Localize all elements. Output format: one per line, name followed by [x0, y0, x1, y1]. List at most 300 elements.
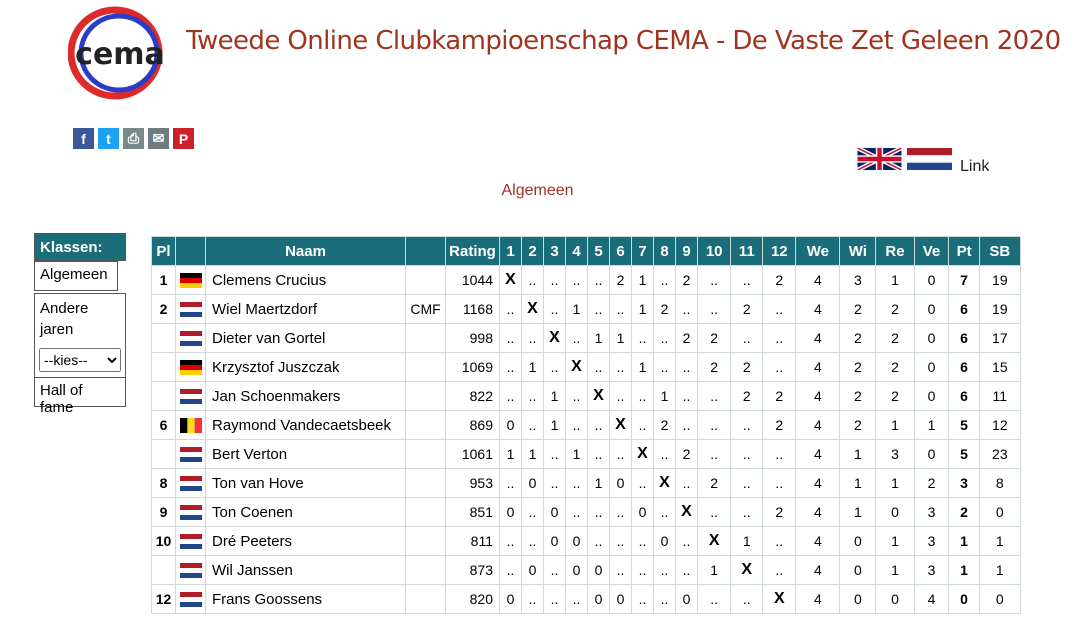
- losses-cell: 1: [914, 411, 949, 440]
- place-cell: 1: [152, 266, 176, 295]
- result-cell-4: ..: [566, 411, 588, 440]
- result-cell-11: ..: [731, 411, 763, 440]
- place-cell: [152, 353, 176, 382]
- result-cell-3: 1: [544, 382, 566, 411]
- logo-text: cema: [75, 37, 165, 72]
- result-cell-2: 1: [522, 440, 544, 469]
- draws-cell: 0: [876, 585, 914, 614]
- result-cell-5: 1: [588, 469, 610, 498]
- klassen-header: Klassen:: [34, 233, 126, 261]
- result-cell-4: ..: [566, 585, 588, 614]
- result-cell-11: X: [731, 556, 763, 585]
- rating-cell: 811: [446, 527, 500, 556]
- country-flag-cell: [176, 411, 206, 440]
- nl-flag-icon[interactable]: [907, 148, 952, 175]
- result-cell-12: 2: [763, 266, 796, 295]
- result-cell-12: ..: [763, 556, 796, 585]
- games-cell: 4: [796, 585, 840, 614]
- sb-cell: 11: [979, 382, 1020, 411]
- col-header-title: [406, 237, 446, 266]
- result-cell-5: 1: [588, 324, 610, 353]
- result-cell-11: 2: [731, 382, 763, 411]
- games-cell: 4: [796, 440, 840, 469]
- result-cell-6: ..: [610, 498, 632, 527]
- table-row: [152, 266, 1021, 295]
- result-cell-1: 0: [500, 411, 522, 440]
- link-link[interactable]: Link: [960, 158, 990, 175]
- result-cell-10: 2: [698, 324, 731, 353]
- result-cell-1: ..: [500, 295, 522, 324]
- result-cell-1: 0: [500, 585, 522, 614]
- sb-cell: 17: [979, 324, 1020, 353]
- col-header-10: 10: [698, 237, 731, 266]
- flag-nl-icon: [180, 302, 202, 317]
- player-name[interactable]: Bert Verton: [206, 440, 406, 469]
- player-name[interactable]: Ton Coenen: [206, 498, 406, 527]
- player-title: [406, 382, 446, 411]
- result-cell-4: ..: [566, 324, 588, 353]
- result-cell-2: 1: [522, 353, 544, 382]
- rating-cell: 1061: [446, 440, 500, 469]
- result-cell-9: 2: [676, 266, 698, 295]
- player-name[interactable]: Raymond Vandecaetsbeek: [206, 411, 406, 440]
- flag-nl-icon: [180, 505, 202, 520]
- draws-cell: 1: [876, 411, 914, 440]
- sb-cell: 12: [979, 411, 1020, 440]
- wins-cell: 2: [840, 324, 876, 353]
- player-name[interactable]: Frans Goossens: [206, 585, 406, 614]
- draws-cell: 2: [876, 324, 914, 353]
- games-cell: 4: [796, 295, 840, 324]
- result-cell-5: 0: [588, 585, 610, 614]
- points-cell: 6: [949, 353, 979, 382]
- result-cell-4: 1: [566, 295, 588, 324]
- result-cell-2: 0: [522, 469, 544, 498]
- result-cell-12: ..: [763, 469, 796, 498]
- country-flag-cell: [176, 353, 206, 382]
- col-header-ve: Ve: [914, 237, 949, 266]
- result-cell-7: 1: [632, 295, 654, 324]
- table-row: [152, 353, 1021, 382]
- result-cell-9: ..: [676, 295, 698, 324]
- rating-cell: 851: [446, 498, 500, 527]
- player-title: [406, 585, 446, 614]
- result-cell-8: 2: [654, 411, 676, 440]
- result-cell-3: ..: [544, 353, 566, 382]
- result-cell-7: 1: [632, 353, 654, 382]
- place-cell: 12: [152, 585, 176, 614]
- col-header-8: 8: [654, 237, 676, 266]
- result-cell-1: ..: [500, 527, 522, 556]
- player-title: [406, 498, 446, 527]
- col-header-6: 6: [610, 237, 632, 266]
- draws-cell: 1: [876, 527, 914, 556]
- player-name[interactable]: Wil Janssen: [206, 556, 406, 585]
- col-header-pt: Pt: [949, 237, 979, 266]
- rating-cell: 953: [446, 469, 500, 498]
- country-flag-cell: [176, 324, 206, 353]
- place-cell: [152, 382, 176, 411]
- result-cell-4: ..: [566, 266, 588, 295]
- result-cell-7: ..: [632, 469, 654, 498]
- result-cell-4: ..: [566, 469, 588, 498]
- wins-cell: 0: [840, 585, 876, 614]
- flag-nl-icon: [180, 476, 202, 491]
- losses-cell: 2: [914, 469, 949, 498]
- place-cell: 8: [152, 469, 176, 498]
- flag-nl-icon: [180, 592, 202, 607]
- points-cell: 7: [949, 266, 979, 295]
- result-cell-3: ..: [544, 556, 566, 585]
- col-header-1: 1: [500, 237, 522, 266]
- result-cell-9: ..: [676, 469, 698, 498]
- result-cell-1: ..: [500, 469, 522, 498]
- result-cell-9: 2: [676, 324, 698, 353]
- table-row: [152, 585, 1021, 614]
- player-title: [406, 556, 446, 585]
- col-header-2: 2: [522, 237, 544, 266]
- result-cell-10: 1: [698, 556, 731, 585]
- result-cell-2: X: [522, 295, 544, 324]
- result-cell-10: ..: [698, 382, 731, 411]
- pinterest-icon[interactable]: P: [173, 128, 194, 149]
- losses-cell: 0: [914, 324, 949, 353]
- result-cell-5: ..: [588, 411, 610, 440]
- result-cell-10: 2: [698, 469, 731, 498]
- result-cell-12: ..: [763, 295, 796, 324]
- result-cell-10: ..: [698, 440, 731, 469]
- result-cell-8: X: [654, 469, 676, 498]
- share-bar: [73, 128, 194, 149]
- result-cell-2: ..: [522, 411, 544, 440]
- col-header-11: 11: [731, 237, 763, 266]
- flag-nl-icon: [180, 534, 202, 549]
- table-row: [152, 556, 1021, 585]
- table-header-row: [152, 237, 1021, 266]
- wins-cell: 1: [840, 440, 876, 469]
- col-header-5: 5: [588, 237, 610, 266]
- result-cell-6: ..: [610, 527, 632, 556]
- result-cell-3: ..: [544, 585, 566, 614]
- draws-cell: 1: [876, 266, 914, 295]
- hall-of-fame-link[interactable]: Hall of fame: [34, 377, 126, 407]
- result-cell-5: ..: [588, 498, 610, 527]
- player-title: [406, 353, 446, 382]
- sb-cell: 0: [979, 585, 1020, 614]
- result-cell-7: ..: [632, 382, 654, 411]
- col-header-7: 7: [632, 237, 654, 266]
- page-title: Tweede Online Clubkampioenschap CEMA - De Vaste Zet Geleen 2020: [186, 26, 1061, 56]
- flag-be-icon: [180, 418, 202, 433]
- result-cell-10: ..: [698, 266, 731, 295]
- year-select[interactable]: [39, 348, 121, 372]
- print-icon[interactable]: ⎙: [123, 128, 144, 149]
- result-cell-3: ..: [544, 266, 566, 295]
- sb-cell: 1: [979, 556, 1020, 585]
- flag-de-icon: [180, 360, 202, 375]
- klassen-panel: [34, 233, 126, 416]
- player-title: [406, 411, 446, 440]
- player-name[interactable]: Wiel Maertzdorf: [206, 295, 406, 324]
- result-cell-9: ..: [676, 527, 698, 556]
- result-cell-3: ..: [544, 469, 566, 498]
- points-cell: 6: [949, 382, 979, 411]
- games-cell: 4: [796, 411, 840, 440]
- games-cell: 4: [796, 382, 840, 411]
- result-cell-8: 1: [654, 382, 676, 411]
- result-cell-6: X: [610, 411, 632, 440]
- result-cell-5: ..: [588, 527, 610, 556]
- country-flag-cell: [176, 556, 206, 585]
- player-name[interactable]: Jan Schoenmakers: [206, 382, 406, 411]
- sb-cell: 23: [979, 440, 1020, 469]
- result-cell-7: ..: [632, 585, 654, 614]
- rating-cell: 820: [446, 585, 500, 614]
- result-cell-3: 0: [544, 498, 566, 527]
- andere-jaren-label: Andere jaren: [34, 293, 126, 344]
- cema-logo[interactable]: [68, 6, 166, 102]
- country-flag-cell: [176, 382, 206, 411]
- result-cell-4: 0: [566, 527, 588, 556]
- sb-cell: 8: [979, 469, 1020, 498]
- result-cell-11: ..: [731, 585, 763, 614]
- col-header-naam: Naam: [206, 237, 406, 266]
- result-cell-8: 0: [654, 527, 676, 556]
- result-cell-5: X: [588, 382, 610, 411]
- losses-cell: 3: [914, 556, 949, 585]
- player-name[interactable]: Dieter van Gortel: [206, 324, 406, 353]
- result-cell-2: ..: [522, 585, 544, 614]
- result-cell-12: ..: [763, 440, 796, 469]
- result-cell-1: ..: [500, 324, 522, 353]
- table-row: [152, 411, 1021, 440]
- result-cell-2: ..: [522, 266, 544, 295]
- result-cell-5: 0: [588, 556, 610, 585]
- place-cell: 6: [152, 411, 176, 440]
- section-title: Algemeen: [501, 182, 574, 199]
- place-cell: [152, 440, 176, 469]
- wins-cell: 2: [840, 382, 876, 411]
- result-cell-10: ..: [698, 585, 731, 614]
- table-row: [152, 527, 1021, 556]
- result-cell-12: ..: [763, 527, 796, 556]
- country-flag-cell: [176, 266, 206, 295]
- sb-cell: 0: [979, 498, 1020, 527]
- rating-cell: 1044: [446, 266, 500, 295]
- table-row: [152, 469, 1021, 498]
- result-cell-10: ..: [698, 498, 731, 527]
- games-cell: 4: [796, 469, 840, 498]
- wins-cell: 2: [840, 353, 876, 382]
- table-row: [152, 382, 1021, 411]
- rating-cell: 822: [446, 382, 500, 411]
- result-cell-8: 2: [654, 295, 676, 324]
- result-cell-9: X: [676, 498, 698, 527]
- facebook-icon[interactable]: f: [73, 128, 94, 149]
- result-cell-7: ..: [632, 411, 654, 440]
- col-header-wi: Wi: [840, 237, 876, 266]
- result-cell-4: 1: [566, 440, 588, 469]
- points-cell: 6: [949, 295, 979, 324]
- twitter-icon[interactable]: t: [98, 128, 119, 149]
- flag-nl-icon: [180, 331, 202, 346]
- result-cell-8: ..: [654, 353, 676, 382]
- draws-cell: 1: [876, 556, 914, 585]
- table-row: [152, 295, 1021, 324]
- country-flag-cell: [176, 527, 206, 556]
- language-bar: [857, 148, 989, 175]
- result-cell-7: X: [632, 440, 654, 469]
- sb-cell: 19: [979, 266, 1020, 295]
- result-cell-10: ..: [698, 295, 731, 324]
- result-cell-6: ..: [610, 295, 632, 324]
- result-cell-5: ..: [588, 266, 610, 295]
- klassen-algemeen-link[interactable]: Algemeen: [34, 261, 118, 291]
- player-name[interactable]: Ton van Hove: [206, 469, 406, 498]
- result-cell-7: 1: [632, 266, 654, 295]
- result-cell-2: 0: [522, 556, 544, 585]
- result-cell-6: ..: [610, 382, 632, 411]
- result-cell-12: 2: [763, 382, 796, 411]
- col-header-flag: [176, 237, 206, 266]
- player-title: CMF: [406, 295, 446, 324]
- result-cell-6: ..: [610, 353, 632, 382]
- points-cell: 3: [949, 469, 979, 498]
- draws-cell: 2: [876, 295, 914, 324]
- flag-nl-icon: [180, 447, 202, 462]
- result-cell-8: ..: [654, 556, 676, 585]
- table-body: [152, 266, 1021, 614]
- points-cell: 5: [949, 440, 979, 469]
- player-name[interactable]: Dré Peeters: [206, 527, 406, 556]
- result-cell-7: 0: [632, 498, 654, 527]
- games-cell: 4: [796, 353, 840, 382]
- result-cell-6: ..: [610, 556, 632, 585]
- result-cell-1: 1: [500, 440, 522, 469]
- losses-cell: 0: [914, 382, 949, 411]
- result-cell-9: ..: [676, 411, 698, 440]
- result-cell-8: ..: [654, 498, 676, 527]
- country-flag-cell: [176, 469, 206, 498]
- result-cell-12: 2: [763, 498, 796, 527]
- games-cell: 4: [796, 324, 840, 353]
- uk-flag-icon[interactable]: [857, 148, 902, 175]
- result-cell-5: ..: [588, 440, 610, 469]
- place-cell: [152, 324, 176, 353]
- result-cell-2: ..: [522, 498, 544, 527]
- result-cell-2: ..: [522, 382, 544, 411]
- rating-cell: 1069: [446, 353, 500, 382]
- result-cell-7: ..: [632, 324, 654, 353]
- player-title: [406, 266, 446, 295]
- result-cell-11: ..: [731, 266, 763, 295]
- wins-cell: 1: [840, 469, 876, 498]
- result-cell-4: 0: [566, 556, 588, 585]
- result-cell-12: ..: [763, 324, 796, 353]
- losses-cell: 0: [914, 295, 949, 324]
- table-row: [152, 440, 1021, 469]
- result-cell-1: ..: [500, 382, 522, 411]
- rating-cell: 1168: [446, 295, 500, 324]
- place-cell: [152, 556, 176, 585]
- result-cell-8: ..: [654, 585, 676, 614]
- losses-cell: 4: [914, 585, 949, 614]
- result-cell-12: X: [763, 585, 796, 614]
- result-cell-1: ..: [500, 556, 522, 585]
- result-cell-3: ..: [544, 295, 566, 324]
- result-cell-11: 2: [731, 295, 763, 324]
- result-cell-8: ..: [654, 324, 676, 353]
- result-cell-11: ..: [731, 324, 763, 353]
- result-cell-11: ..: [731, 498, 763, 527]
- result-cell-10: X: [698, 527, 731, 556]
- result-cell-6: 1: [610, 324, 632, 353]
- result-cell-9: 0: [676, 585, 698, 614]
- col-header-4: 4: [566, 237, 588, 266]
- rating-cell: 873: [446, 556, 500, 585]
- year-select-wrap: [34, 344, 126, 377]
- result-cell-2: ..: [522, 527, 544, 556]
- draws-cell: 3: [876, 440, 914, 469]
- player-title: [406, 527, 446, 556]
- place-cell: 10: [152, 527, 176, 556]
- games-cell: 4: [796, 498, 840, 527]
- games-cell: 4: [796, 556, 840, 585]
- result-cell-3: 0: [544, 527, 566, 556]
- rating-cell: 869: [446, 411, 500, 440]
- games-cell: 4: [796, 266, 840, 295]
- standings-table: [151, 236, 1021, 614]
- country-flag-cell: [176, 498, 206, 527]
- draws-cell: 0: [876, 498, 914, 527]
- wins-cell: 0: [840, 527, 876, 556]
- country-flag-cell: [176, 440, 206, 469]
- losses-cell: 3: [914, 527, 949, 556]
- result-cell-11: 1: [731, 527, 763, 556]
- col-header-sb: SB: [979, 237, 1020, 266]
- result-cell-2: ..: [522, 324, 544, 353]
- losses-cell: 0: [914, 353, 949, 382]
- result-cell-4: ..: [566, 498, 588, 527]
- games-cell: 4: [796, 527, 840, 556]
- result-cell-7: ..: [632, 556, 654, 585]
- result-cell-11: ..: [731, 440, 763, 469]
- player-title: [406, 324, 446, 353]
- col-header-pl: Pl: [152, 237, 176, 266]
- email-icon[interactable]: ✉: [148, 128, 169, 149]
- result-cell-1: ..: [500, 353, 522, 382]
- country-flag-cell: [176, 585, 206, 614]
- result-cell-8: ..: [654, 440, 676, 469]
- table-row: [152, 498, 1021, 527]
- result-cell-4: ..: [566, 382, 588, 411]
- result-cell-1: 0: [500, 498, 522, 527]
- country-flag-cell: [176, 295, 206, 324]
- rating-cell: 998: [446, 324, 500, 353]
- wins-cell: 2: [840, 295, 876, 324]
- losses-cell: 3: [914, 498, 949, 527]
- player-name[interactable]: Clemens Crucius: [206, 266, 406, 295]
- player-name[interactable]: Krzysztof Juszczak: [206, 353, 406, 382]
- flag-nl-icon: [180, 563, 202, 578]
- result-cell-1: X: [500, 266, 522, 295]
- flag-de-icon: [180, 273, 202, 288]
- points-cell: 0: [949, 585, 979, 614]
- result-cell-9: ..: [676, 382, 698, 411]
- flag-nl-icon: [180, 389, 202, 404]
- table-row: [152, 324, 1021, 353]
- sb-cell: 1: [979, 527, 1020, 556]
